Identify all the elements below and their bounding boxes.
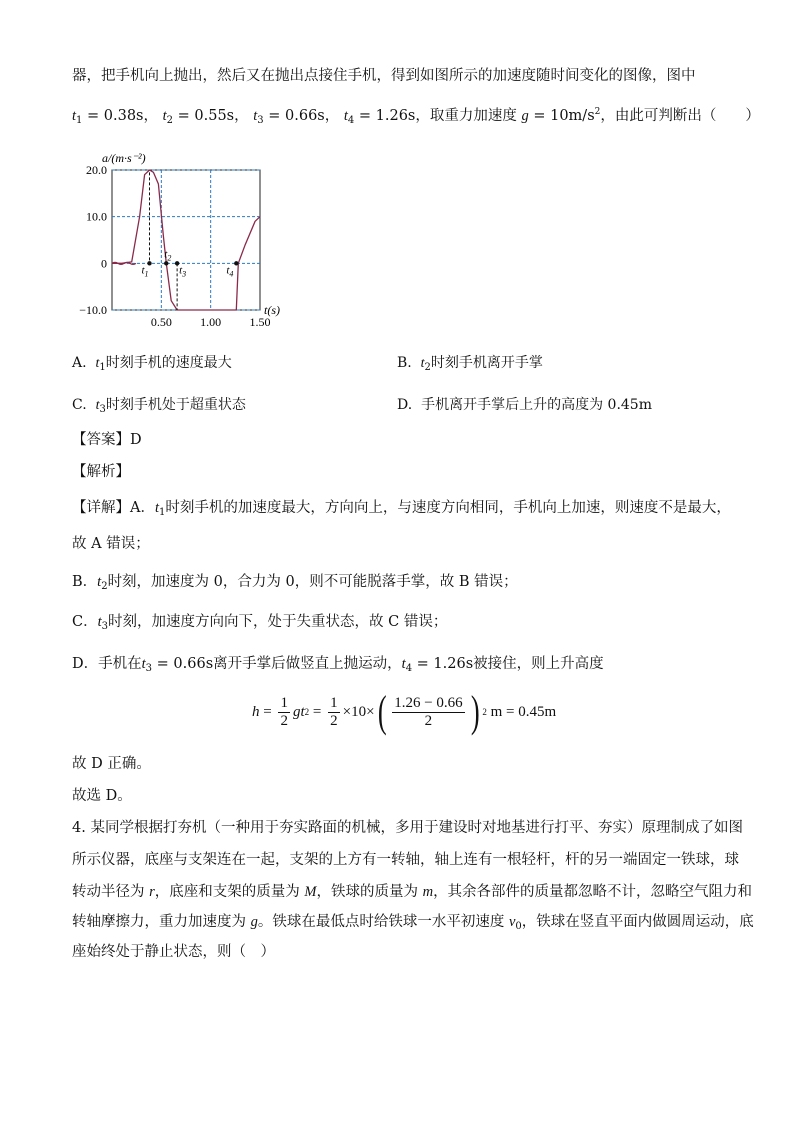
detail-a-line2: 故 A 错误； — [72, 536, 150, 552]
y-tick-label: −10.0 — [79, 303, 107, 317]
detail-d: D．手机在$t_3 = 0.66s$离开手掌后做竖直上抛运动，$t_4 = 1.26s$被接住，则上升高度 — [72, 656, 604, 674]
q3-stem-line2: $t_1 = 0.38s$， $t_2 = 0.55s$， $t_3 = 0.66s$， $t_4 = 1.26s$，取重力加速度 $g = 10m/s^2$，由此可判断出（ ） — [72, 107, 760, 126]
conclusion-choose-d: 故选 D。 — [72, 788, 132, 804]
acceleration-curve — [112, 170, 260, 310]
detail-b: B．$t_2$时刻，加速度为 0，合力为 0，则不可能脱落手掌，故 B 错误； — [72, 574, 518, 592]
y-tick-label: 20.0 — [86, 163, 107, 177]
marker-label-t4: $t_4$ — [226, 264, 234, 279]
y-axis-label: a/(m·s⁻²) — [102, 151, 146, 165]
marker-label-t2: $t_2$ — [164, 248, 172, 263]
q4-line1: 4. 某同学根据打夯机（一种用于夯实路面的机械，多用于建设时对地基进行打平、夯实）原理制成了如图 — [72, 820, 743, 836]
acceleration-time-chart — [64, 140, 284, 340]
marker-label-t1: $t_1$ — [141, 264, 149, 279]
marker-point — [234, 261, 238, 265]
conclusion-d-correct: 故 D 正确。 — [72, 756, 151, 772]
marker-point — [147, 261, 151, 265]
option-c[interactable]: C. $t_3$时刻手机处于超重状态 — [72, 397, 246, 415]
answer-label: 【答案】D — [72, 432, 142, 448]
option-b[interactable]: B. $t_2$时刻手机离开手掌 — [397, 355, 543, 373]
y-tick-label: 0 — [101, 256, 107, 271]
x-axis-label: t(s) — [264, 303, 280, 317]
x-tick-label: 1.50 — [249, 315, 271, 329]
detail-a-line1: 【详解】A．$t_1$时刻手机的加速度最大，方向向上，与速度方向相同，手机向上加速，则速度不是最大， — [72, 500, 731, 518]
x-tick-label: 1.00 — [200, 315, 222, 329]
x-tick-label: 0.50 — [150, 315, 172, 329]
analysis-label: 【解析】 — [72, 464, 130, 480]
option-a[interactable]: A. $t_1$时刻手机的速度最大 — [72, 355, 232, 373]
q4-line4: 转轴摩擦力，重力加速度为 g。铁球在最低点时给铁球一水平初速度 $v_0$，铁球在竖直平面内做圆周运动，底 — [72, 914, 754, 932]
marker-label-t3: $t_3$ — [179, 264, 187, 279]
y-tick-label: 10.0 — [86, 209, 107, 224]
q4-line5: 座始终处于静止状态，则（ ） — [72, 944, 275, 960]
q4-line3: 转动半径为 r，底座和支架的质量为 M，铁球的质量为 m，其余各部件的质量都忽略不计，忽略空气阻力和 — [72, 884, 753, 900]
q4-line2: 所示仪器，底座与支架连在一起，支架的上方有一转轴，轴上连有一根轻杆，杆的另一端固定一铁球，球 — [72, 852, 739, 868]
q3-stem-line1: 器，把手机向上抛出，然后又在抛出点接住手机，得到如图所示的加速度随时间变化的图像，图中 — [72, 68, 696, 84]
detail-c: C．$t_3$时刻，加速度方向向下，处于失重状态，故 C 错误； — [72, 614, 448, 632]
height-formula: h = $\frac{1}{2}$ gt 2 = $\frac{1}{2}$ ×10× ( $\frac{1.26 - 0.66}{2}$ ) 2 m = 0.45m — [252, 687, 557, 736]
option-d[interactable]: D. 手机离开手掌后上升的高度为 0.45m — [397, 397, 652, 413]
